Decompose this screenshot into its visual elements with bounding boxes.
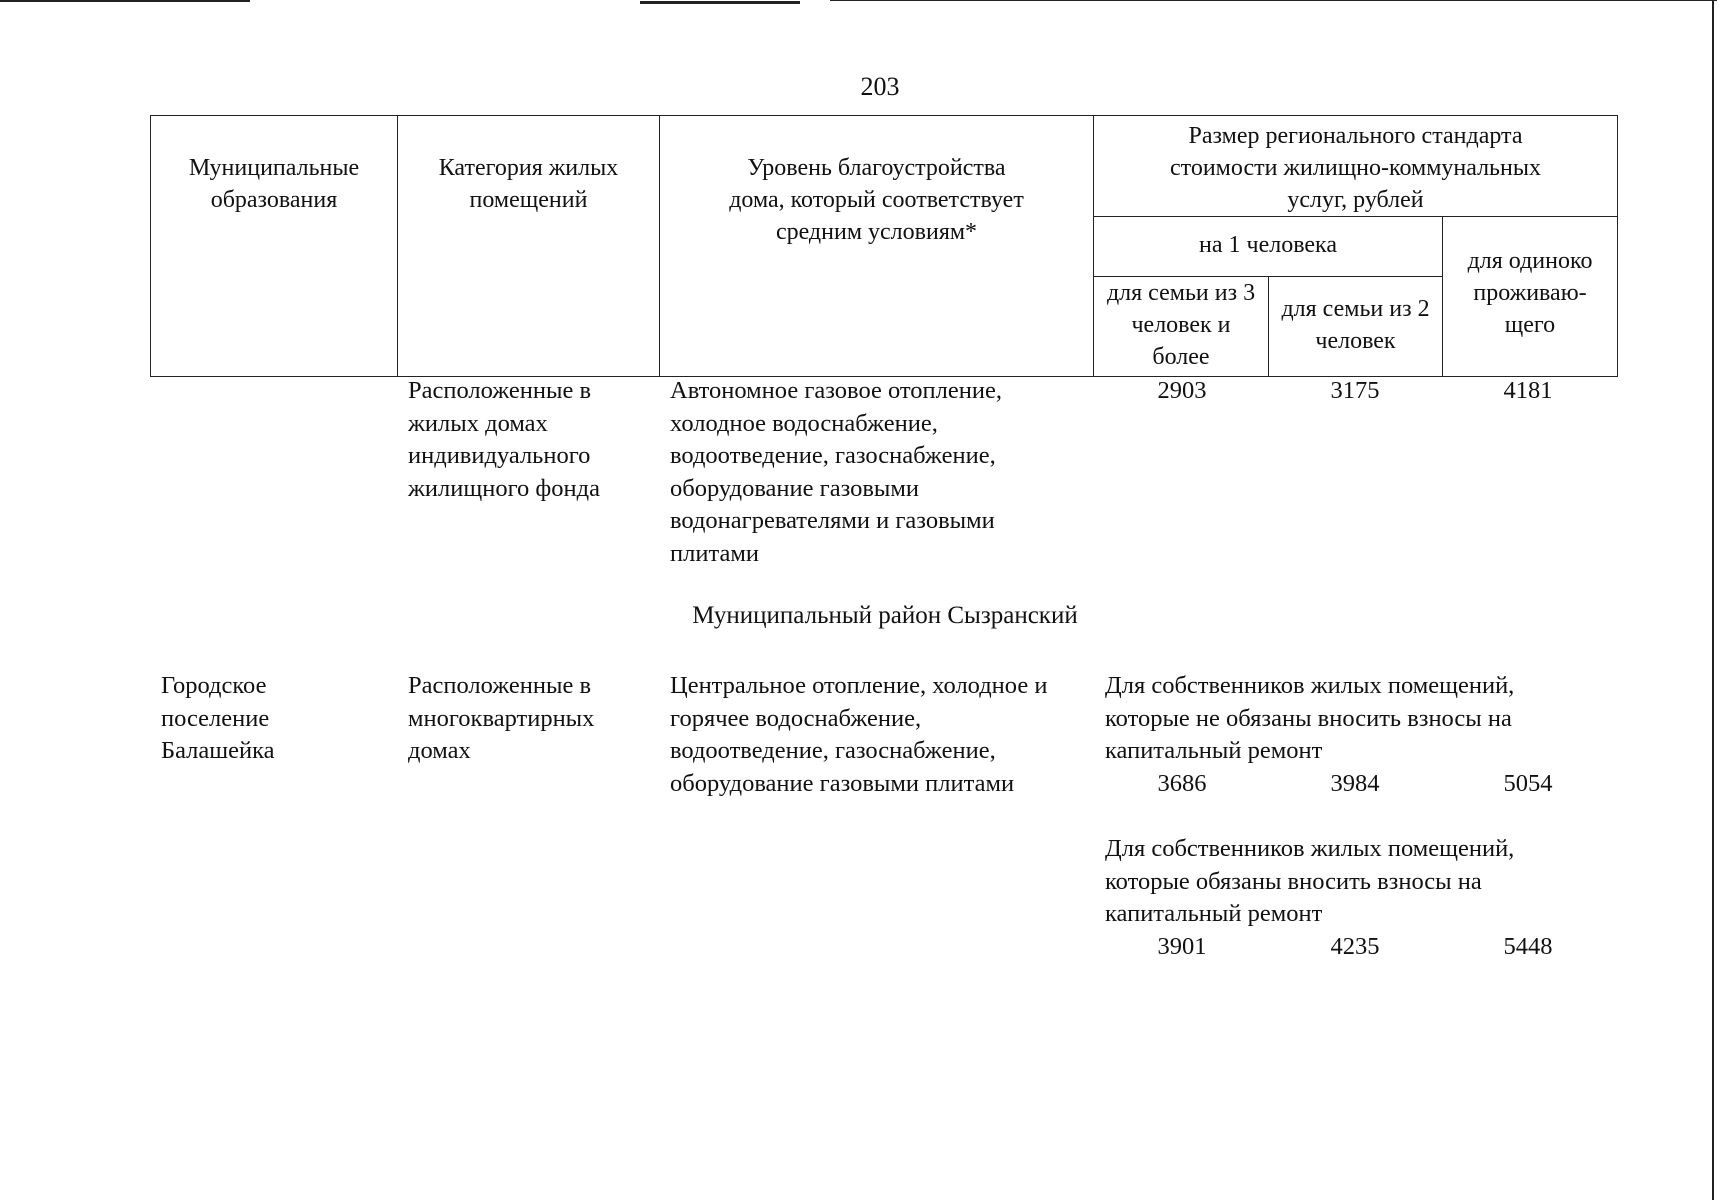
header-category-text: Категория жилых помещений — [438, 155, 619, 213]
scan-line-top-right — [830, 0, 1717, 1]
header-family3-text: для семьи из 3 человек и более — [1106, 280, 1256, 370]
scan-line-top-middle — [640, 1, 800, 4]
row1-family2: 3175 — [1330, 377, 1380, 404]
row2-b-family2: 4235 — [1330, 933, 1380, 960]
header-level-text: Уровень благоустройства дома, который соответствует средним условиям* — [729, 155, 1024, 245]
row2-level: Центральное отопление, холодное и горячее водоснабжение, водоотведение, газоснабжение, оборудование газовыми плитами — [670, 672, 1048, 797]
row1-category: Расположенные в жилых домах индивидуального жилищного фонда — [408, 377, 600, 502]
header-size-group-text: Размер регионального стандарта стоимости жилищно-коммунальных услуг, рублей — [1170, 123, 1541, 213]
section-title: Муниципальный район Сызранский — [692, 602, 1078, 629]
header-municipal-text: Муниципальные образования — [188, 155, 360, 213]
header-single-text: для одиноко проживаю-щего — [1467, 248, 1593, 338]
row2-b-family3: 3901 — [1157, 933, 1207, 960]
row1-family3: 2903 — [1157, 377, 1207, 404]
header-per-person — [1094, 217, 1443, 277]
row2-category: Расположенные в многоквартирных домах — [408, 672, 595, 764]
header-size-group — [1094, 116, 1618, 217]
row2-a-family2: 3984 — [1330, 770, 1380, 797]
page-number: 203 — [860, 72, 900, 101]
row1-level: Автономное газовое отопление, холодное водоснабжение, водоотведение, газоснабжение, оборудование газовыми водонагревателями и газовыми плитами — [670, 377, 1002, 567]
header-family3 — [1094, 277, 1269, 377]
header-table — [150, 115, 1618, 377]
header-municipal — [151, 116, 398, 377]
header-per-person-text: на 1 человека — [1199, 232, 1337, 258]
row2-a-single: 5054 — [1503, 770, 1553, 797]
header-category — [398, 116, 660, 377]
header-family2-text: для семьи из 2 человек — [1281, 296, 1430, 354]
row2-note-no-capital-repair: Для собственников жилых помещений, которые не обязаны вносить взносы на капитальный ремонт — [1105, 672, 1515, 764]
row1-single: 4181 — [1503, 377, 1553, 404]
row2-a-family3: 3686 — [1157, 770, 1207, 797]
header-family2 — [1269, 277, 1443, 377]
row2-b-single: 5448 — [1503, 933, 1553, 960]
scan-line-right-edge — [1712, 0, 1714, 1200]
header-level — [660, 116, 1094, 377]
header-single — [1443, 217, 1618, 377]
row2-municipal: Городское поселение Балашейка — [161, 672, 275, 764]
row2-note-capital-repair: Для собственников жилых помещений, которые обязаны вносить взносы на капитальный ремонт — [1105, 835, 1515, 927]
scan-line-top-left — [0, 0, 250, 2]
